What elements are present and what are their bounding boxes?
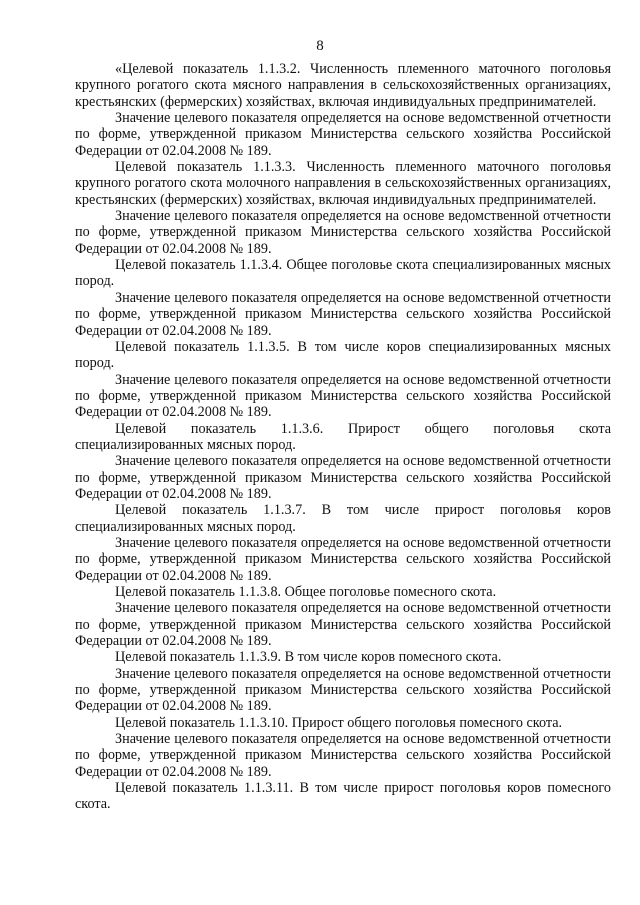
paragraph-method-note: Значение целевого показателя определяется на основе ведомственной отчетности по форме, утвержденной приказом Министерства сельского хозяйства Российской Федерации от 02.04.2008 № 189. — [75, 731, 611, 780]
paragraph-method-note: Значение целевого показателя определяется на основе ведомственной отчетности по форме, утвержденной приказом Министерства сельского хозяйства Российской Федерации от 02.04.2008 № 189. — [75, 453, 611, 502]
page-number: 8 — [316, 38, 324, 54]
paragraph-method-note: Значение целевого показателя определяется на основе ведомственной отчетности по форме, утвержденной приказом Министерства сельского хозяйства Российской Федерации от 02.04.2008 № 189. — [75, 289, 611, 339]
paragraph-indicator-1-1-3-7: Целевой показатель 1.1.3.7. В том числе прирост поголовья коров специализированных мясных пород. — [75, 502, 611, 535]
paragraph-method-note: Значение целевого показателя определяется на основе ведомственной отчетности по форме, утвержденной приказом Министерства сельского хозяйства Российской Федерации от 02.04.2008 № 189. — [75, 534, 611, 584]
paragraph-indicator-1-1-3-8: Целевой показатель 1.1.3.8. Общее поголовье помесного скота. — [115, 584, 497, 600]
paragraph-indicator-1-1-3-9: Целевой показатель 1.1.3.9. В том числе коров помесного скота. — [115, 649, 502, 666]
paragraph-indicator-1-1-3-10: Целевой показатель 1.1.3.10. Прирост общего поголовья помесного скота. — [115, 714, 563, 731]
paragraph-method-note: Значение целевого показателя определяется на основе ведомственной отчетности по форме, утвержденной приказом Министерства сельского хозяйства Российской Федерации от 02.04.2008 № 189. — [75, 110, 611, 159]
paragraph-method-note: Значение целевого показателя определяется на основе ведомственной отчетности по форме, утвержденной приказом Министерства сельского хозяйства Российской Федерации от 02.04.2008 № 189. — [75, 371, 611, 421]
paragraph-method-note: Значение целевого показателя определяется на основе ведомственной отчетности по форме, утвержденной приказом Министерства сельского хозяйства Российской Федерации от 02.04.2008 № 189. — [75, 665, 611, 715]
document-body — [75, 61, 611, 813]
paragraph-indicator-1-1-3-11: Целевой показатель 1.1.3.11. В том числе прирост поголовья коров помесного скота. — [75, 780, 611, 813]
paragraph-indicator-1-1-3-5: Целевой показатель 1.1.3.5. В том числе коров специализированных мясных пород. — [75, 338, 611, 372]
paragraph-method-note: Значение целевого показателя определяется на основе ведомственной отчетности по форме, утвержденной приказом Министерства сельского хозяйства Российской Федерации от 02.04.2008 № 189. — [75, 208, 611, 257]
paragraph-method-note: Значение целевого показателя определяется на основе ведомственной отчетности по форме, утвержденной приказом Министерства сельского хозяйства Российской Федерации от 02.04.2008 № 189. — [75, 600, 611, 650]
paragraph-indicator-1-1-3-3: Целевой показатель 1.1.3.3. Численность племенного маточного поголовья крупного рогатого скота молочного направления в сельскохозяйственных организациях, крестьянских (фермерских) хозяйствах, включая индивидуальных предпринимателей. — [75, 159, 611, 208]
paragraph-indicator-1-1-3-4: Целевой показатель 1.1.3.4. Общее поголовье скота специализированных мясных пород. — [75, 257, 611, 290]
paragraph-indicator-1-1-3-2: «Целевой показатель 1.1.3.2. Численность племенного маточного поголовья крупного рогатого скота мясного направления в сельскохозяйственных организациях, крестьянских (фермерских) хозяйствах, включая индивидуальных предпринимателей. — [75, 61, 611, 110]
paragraph-indicator-1-1-3-6: Целевой показатель 1.1.3.6. Прирост общего поголовья скота специализированных мясных пород. — [75, 420, 611, 453]
